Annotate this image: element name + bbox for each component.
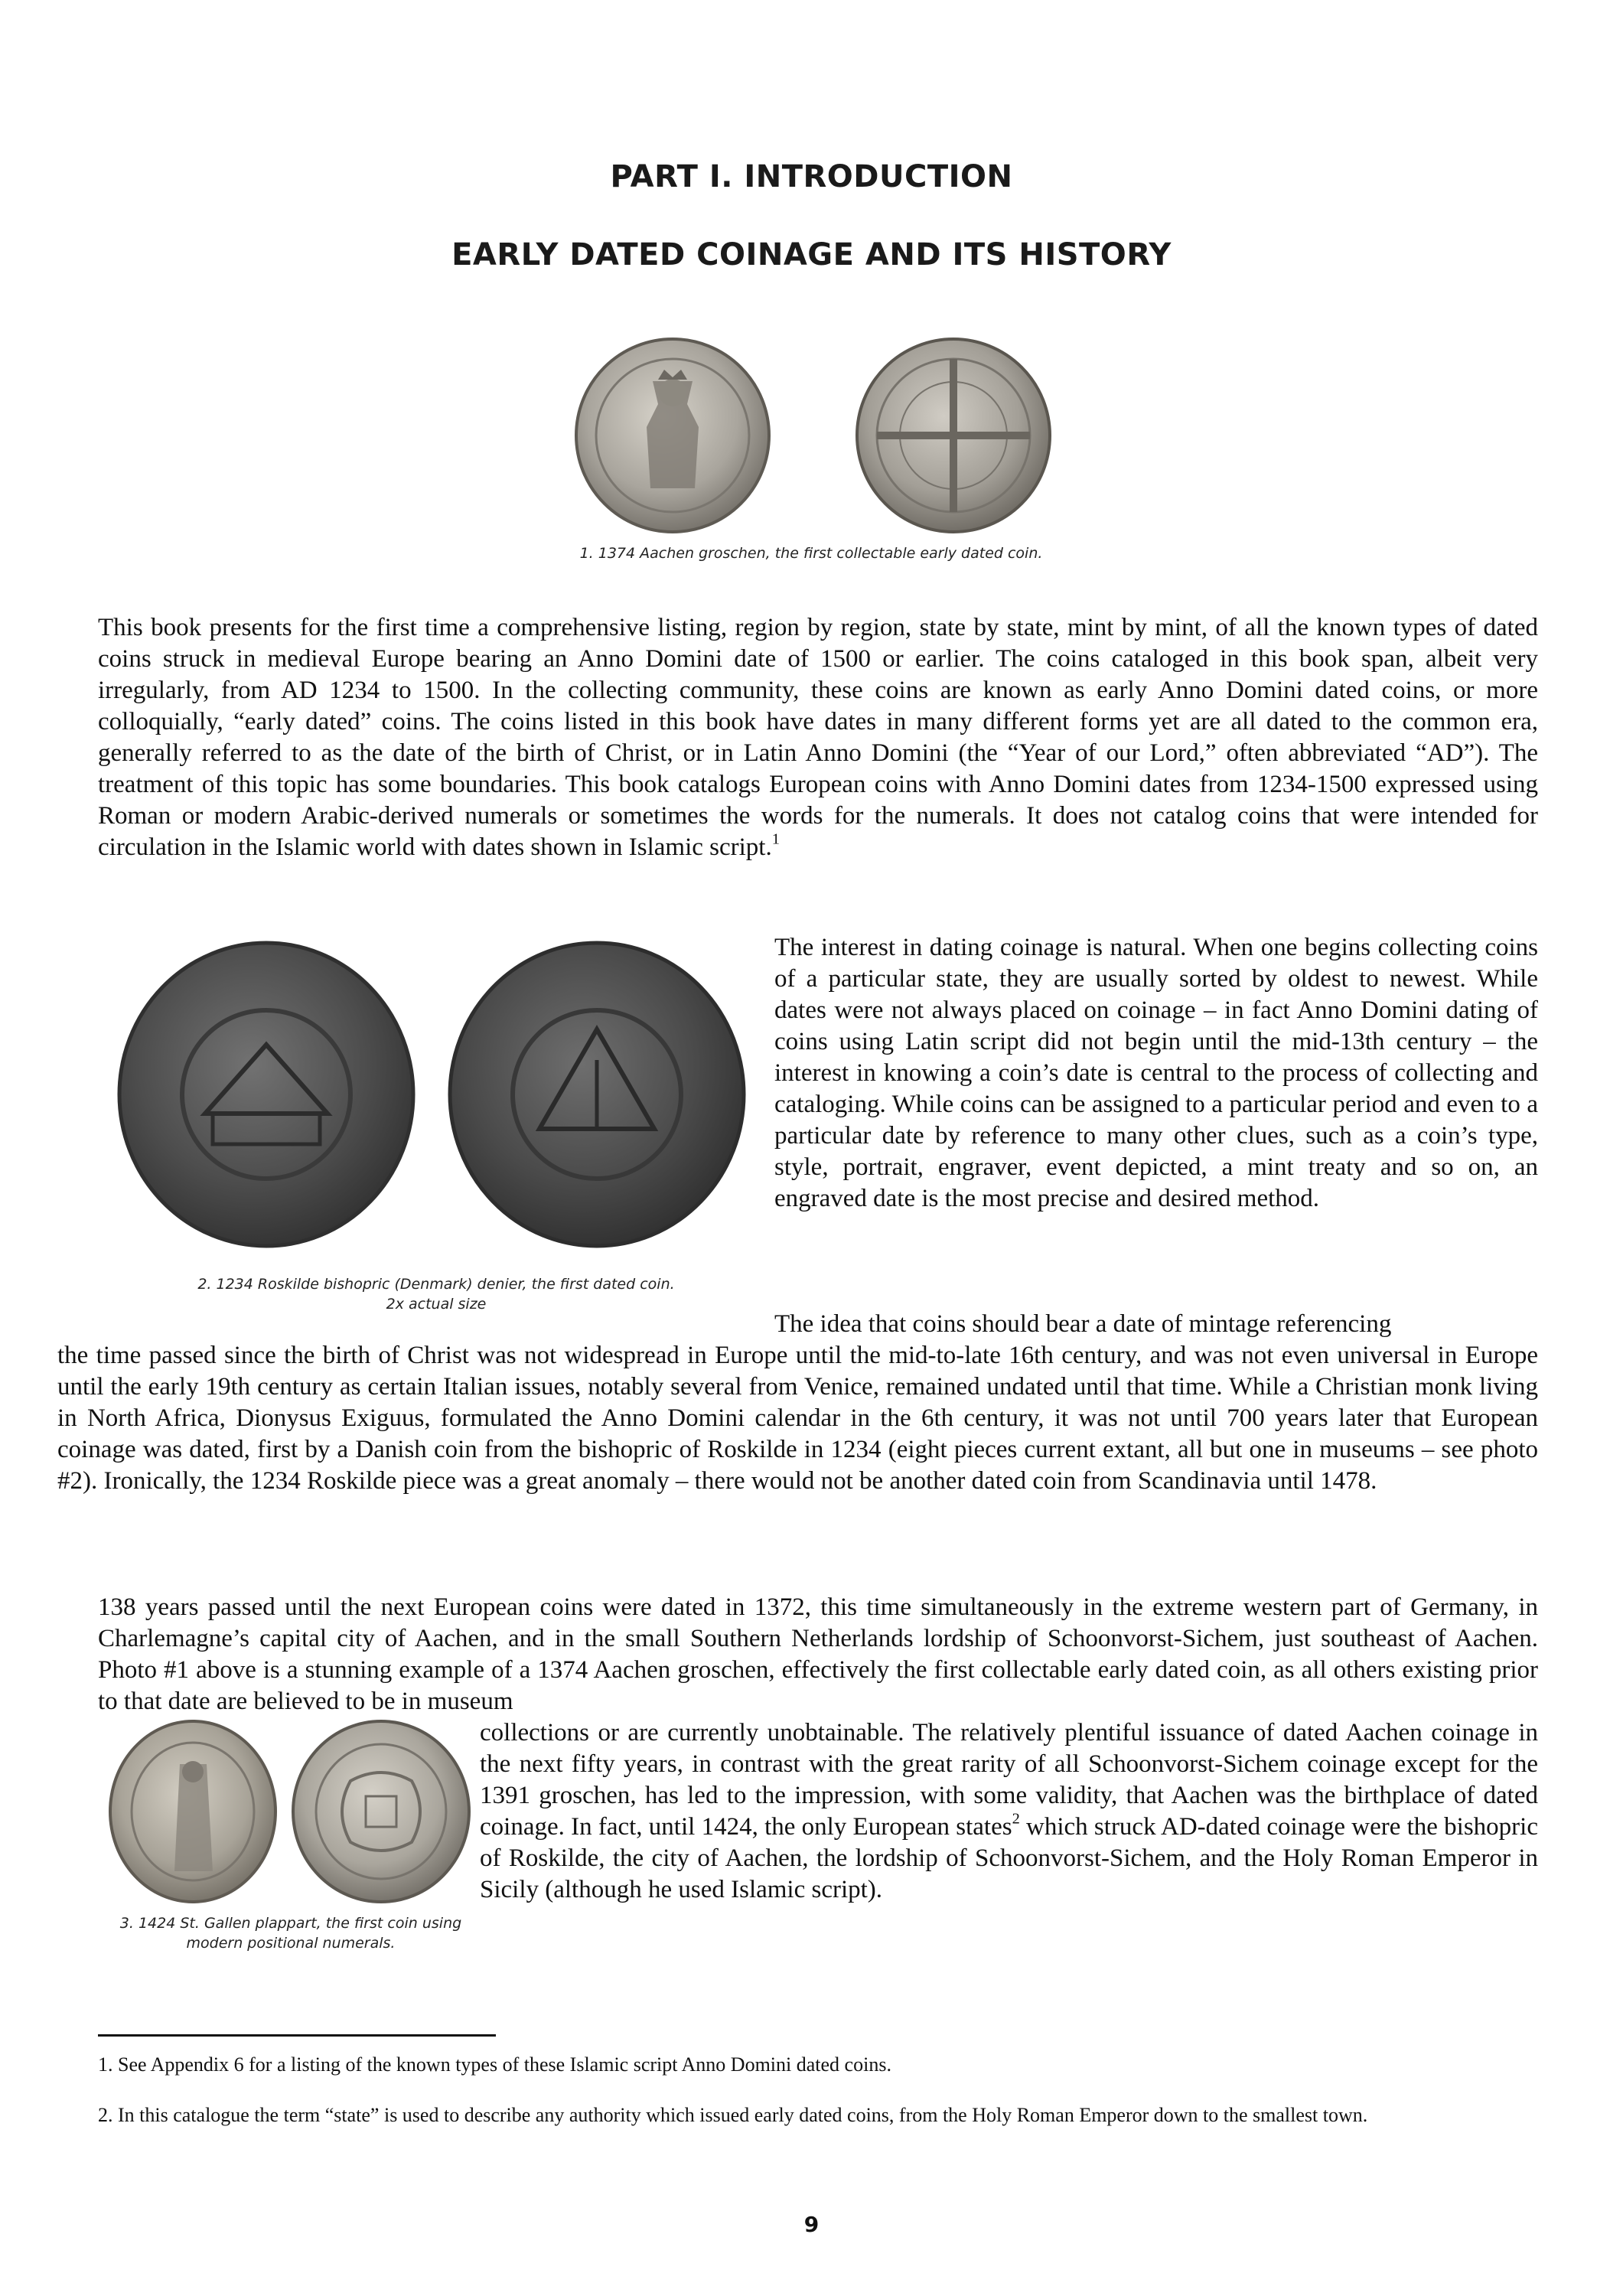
paragraph-aachen-text-b: which struck AD-dated coinage were the bishopric of Roskilde, the city of Aachen, the lordship of Schoonvorst-Sichem, and the Holy Roman Emperor in Sicily (although he used Islamic script).	[480, 1813, 1538, 1903]
paragraph-intro	[98, 612, 1538, 863]
footnote-2: 2. In this catalogue the term “state” is used to describe any authority which issued early dated coins, from the Holy Roman Emperor down to the smallest town.	[98, 2104, 1368, 2126]
paragraph-aachen-continuation	[480, 1717, 1538, 1906]
paragraph-idea: the time passed since the birth of Christ was not widespread in Europe until the mid-to-late 16th century, and was not even universal in Europe until the early 19th century as certain Italian issues, notably several from Venice, remained undated until that time. While a Christian monk living in North Africa, Dionysus Exiguus, formulated the Anno Domini calendar in the 6th century, it was not until 700 years later that European coinage was dated, first by a Danish coin from the bishopric of Roskilde in 1234 (eight pieces current extant, all but one in museums – see photo #2). Ironically, the 1234 Roskilde piece was a great anomaly – there would not be another dated coin from Scandinavia until 1478.	[57, 1342, 1538, 1495]
footnote-ref-2: 2	[1012, 1810, 1020, 1828]
footnote-divider	[98, 2034, 496, 2037]
part-heading: PART I. INTRODUCTION	[610, 159, 1013, 194]
figure-2-caption-line-1: 2. 1234 Roskilde bishopric (Denmark) denier, the first dated coin.	[197, 1276, 675, 1293]
paragraph-138-years: 138 years passed until the next European coins were dated in 1372, this time simultaneously in the extreme western part of Germany, in Charlemagne’s capital city of Aachen, and in the small Southern Netherlands lordship of Schoonvorst-Sichem, just southeast of Aachen. Photo #1 above is a stunning example of a 1374 Aachen groschen, effectively the first collectable early dated coin, as all others existing prior to that date are believed to be in museum	[98, 1593, 1538, 1715]
page-number: 9	[803, 2212, 820, 2237]
figure-3-coin-reverse	[289, 1718, 473, 1906]
figure-1-coin-obverse	[572, 335, 773, 536]
chapter-title: EARLY DATED COINAGE AND ITS HISTORY	[451, 237, 1172, 272]
footnote-1: 1. See Appendix 6 for a listing of the known types of these Islamic script Anno Domini dated coins.	[98, 2053, 891, 2076]
footnote-ref-1: 1	[771, 830, 780, 848]
figure-3-coin-obverse	[107, 1718, 279, 1906]
figure-3-caption-line-1: 3. 1424 St. Gallen plappart, the first coin using	[119, 1915, 462, 1932]
figure-2-coin-reverse	[444, 938, 750, 1251]
paragraph-idea-first-line: The idea that coins should bear a date of mintage referencing	[774, 1310, 1392, 1338]
figure-2-caption	[153, 1274, 719, 1314]
figure-1-caption: 1. 1374 Aachen groschen, the first collectable early dated coin.	[579, 545, 1043, 562]
figure-3-caption-line-2: modern positional numerals.	[186, 1935, 396, 1952]
paragraph-aachen-text-a: collections or are currently unobtainable. The relatively plentiful issuance of dated Aachen coinage in the next fifty years, in contrast with the great rarity of all Schoonvorst-Sichem coinage except for the 1391 groschen, has led to the impression, with some validity, that Aachen was the birthplace of dated coinage. In fact, until 1424, the only European states	[480, 1719, 1538, 1841]
figure-2-caption-line-2: 2x actual size	[386, 1296, 487, 1313]
paragraph-interest: The interest in dating coinage is natural. When one begins collecting coins of a particular state, they are usually sorted by oldest to newest. While dates were not always placed on coinage – in fact Anno Domini dating of coins using Latin script did not begin until the mid-13th century – the interest in knowing a coin’s date is central to the process of collecting and cataloging. While coins can be assigned to a particular period and even to a particular date by reference to many other clues, such as a coin’s type, style, portrait, engraver, event depicted, a mint treaty and so on, an engraved date is the most precise and desired method.	[774, 934, 1538, 1212]
figure-1-coin-reverse	[853, 335, 1054, 536]
paragraph-intro-text: This book presents for the first time a comprehensive listing, region by region, state by state, mint by mint, of all the known types of dated coins struck in medieval Europe bearing an Anno Domini date of 1500 or earlier. The coins cataloged in this book span, albeit very irregularly, from AD 1234 to 1500. In the collecting community, these coins are known as early Anno Domini dated coins, or more colloquially, “early dated” coins. The coins listed in this book have dates in many different forms yet are all dated to the common era, generally referred to as the date of the birth of Christ, or in Latin Anno Domini (the “Year of our Lord,” often abbreviated “AD”). The treatment of this topic has some boundaries. This book catalogs European coins with Anno Domini dates from 1234-1500 expressed using Roman or modern Arabic-derived numerals or sometimes the words for the numerals. It does not catalog coins that were intended for circulation in the Islamic world with dates shown in Islamic script.	[98, 614, 1538, 861]
figure-3-caption	[99, 1913, 482, 1953]
figure-2-coin-obverse	[113, 938, 419, 1251]
